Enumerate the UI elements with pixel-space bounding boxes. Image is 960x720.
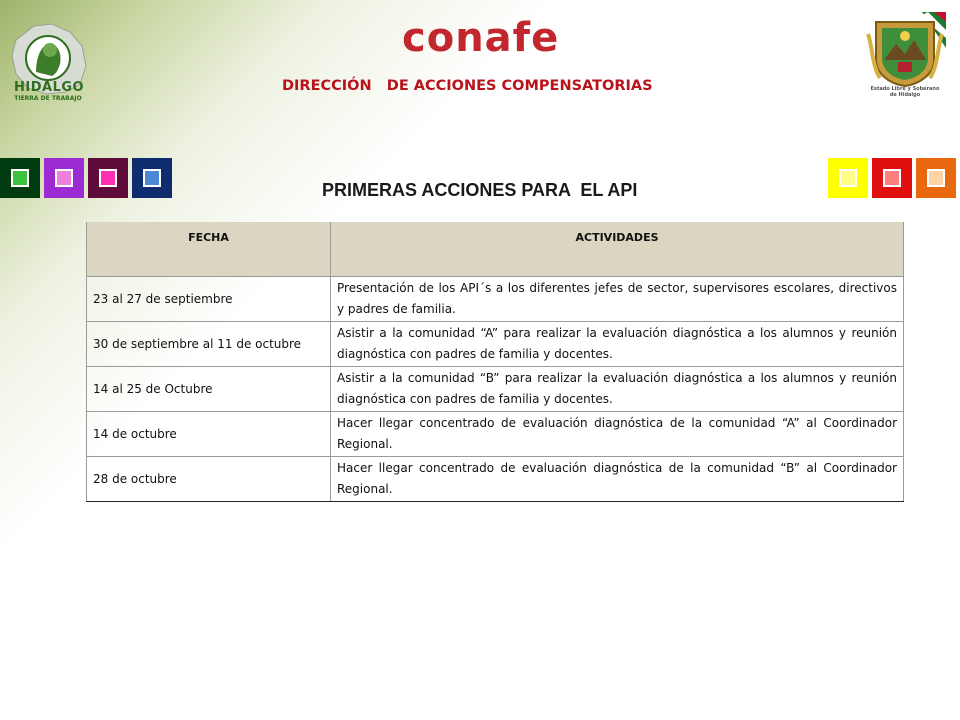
caption-line-2: de Hidalgo: [889, 92, 921, 98]
row-activity: Presentación de los API´s a los diferentes jefes de sector, supervisores escolares, directivos y padres de familia.: [331, 277, 904, 322]
row-date: 28 de octubre: [87, 457, 331, 502]
row-date: 14 de octubre: [87, 412, 331, 457]
decor-square: [916, 158, 956, 198]
decor-square-inner: [11, 169, 29, 187]
row-date: 30 de septiembre al 11 de octubre: [87, 322, 331, 367]
decor-square-inner: [883, 169, 901, 187]
table-row: [87, 277, 904, 322]
table-row: [87, 412, 904, 457]
decor-square-inner: [143, 169, 161, 187]
decor-square: [828, 158, 868, 198]
table-header-row: [87, 222, 904, 277]
decor-square: [0, 158, 40, 198]
row-date: 14 al 25 de Octubre: [87, 367, 331, 412]
decor-square-inner: [99, 169, 117, 187]
decor-square-inner: [839, 169, 857, 187]
table-row: [87, 457, 904, 502]
decor-square: [132, 158, 172, 198]
header-fecha: FECHA: [87, 222, 331, 277]
conafe-wordmark: conafe: [402, 15, 560, 61]
row-activity: Hacer llegar concentrado de evaluación diagnóstica de la comunidad “A” al Coordinador Regional.: [331, 412, 904, 457]
decor-square-inner: [55, 169, 73, 187]
caption-line-1: Estado Libre y Soberano: [870, 86, 940, 92]
left-decor-squares: [0, 158, 172, 198]
row-activity: Hacer llegar concentrado de evaluación diagnóstica de la comunidad “B” al Coordinador Regional.: [331, 457, 904, 502]
right-decor-squares: [828, 158, 956, 198]
coat-of-arms-caption: [862, 86, 948, 98]
table-row: [87, 367, 904, 412]
header-actividades: ACTIVIDADES: [331, 222, 904, 277]
row-date: 23 al 27 de septiembre: [87, 277, 331, 322]
table-row: [87, 322, 904, 367]
hidalgo-logo-tagline: TIERRA DE TRABAJO: [14, 95, 82, 102]
decor-square-inner: [927, 169, 945, 187]
department-subtitle: DIRECCIÓN DE ACCIONES COMPENSATORIAS: [282, 78, 653, 94]
row-activity: Asistir a la comunidad “A” para realizar la evaluación diagnóstica a los alumnos y reunión diagnóstica con padres de familia y docentes.: [331, 322, 904, 367]
decor-square: [872, 158, 912, 198]
hidalgo-logo-text: HIDALGO: [14, 80, 85, 95]
decor-square: [44, 158, 84, 198]
row-activity: Asistir a la comunidad “B” para realizar la evaluación diagnóstica a los alumnos y reunión diagnóstica con padres de familia y docentes.: [331, 367, 904, 412]
page-title: PRIMERAS ACCIONES PARA EL API: [322, 180, 638, 200]
decor-square: [88, 158, 128, 198]
activities-table: [86, 222, 904, 502]
